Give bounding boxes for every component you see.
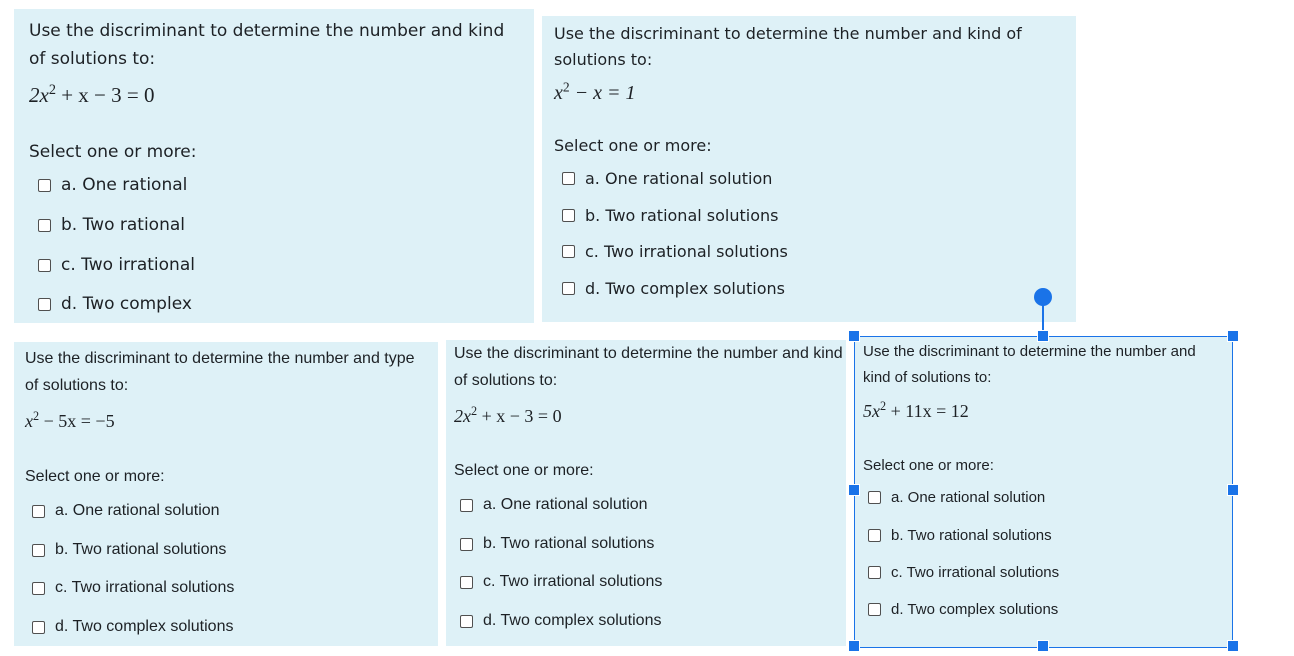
question-prompt: Use the discriminant to determine the number and kind of solutions to: bbox=[454, 345, 843, 389]
checkbox-a[interactable] bbox=[868, 491, 881, 504]
option-c[interactable]: c. Two irrational solutions bbox=[562, 242, 788, 261]
question-card-1[interactable] bbox=[14, 9, 534, 323]
checkbox-c[interactable] bbox=[32, 582, 45, 595]
option-d[interactable]: d. Two complex solutions bbox=[562, 279, 785, 298]
resize-handle-top[interactable] bbox=[1037, 330, 1049, 342]
question-card-4[interactable] bbox=[446, 340, 846, 646]
option-a[interactable]: a. One rational bbox=[38, 175, 187, 195]
checkbox-a[interactable] bbox=[38, 179, 51, 192]
checkbox-c[interactable] bbox=[562, 245, 575, 258]
checkbox-d[interactable] bbox=[38, 298, 51, 311]
checkbox-b[interactable] bbox=[32, 544, 45, 557]
option-c[interactable]: c. Two irrational solutions bbox=[32, 579, 234, 597]
option-b[interactable]: b. Two rational bbox=[38, 215, 185, 235]
option-c[interactable]: c. Two irrational bbox=[38, 255, 195, 275]
checkbox-d[interactable] bbox=[562, 282, 575, 295]
checkbox-a[interactable] bbox=[460, 499, 473, 512]
equation: $5x^2 + 11x = 12$ bbox=[863, 399, 969, 421]
checkbox-b[interactable] bbox=[460, 538, 473, 551]
checkbox-b[interactable] bbox=[562, 209, 575, 222]
select-label: Select one or more: bbox=[29, 142, 197, 162]
option-a[interactable]: a. One rational solution bbox=[868, 489, 1045, 506]
question-card-5[interactable] bbox=[855, 337, 1232, 647]
option-b[interactable]: b. Two rational solutions bbox=[562, 206, 778, 225]
checkbox-a[interactable] bbox=[562, 172, 575, 185]
equation: $x^2 - x = 1$ bbox=[554, 79, 636, 104]
select-label: Select one or more: bbox=[554, 136, 712, 155]
option-d[interactable]: d. Two complex solutions bbox=[460, 612, 661, 630]
option-d[interactable]: d. Two complex solutions bbox=[32, 618, 233, 636]
question-prompt: Use the discriminant to determine the number and kind of solutions to: bbox=[554, 24, 1022, 69]
checkbox-b[interactable] bbox=[38, 219, 51, 232]
option-c[interactable]: c. Two irrational solutions bbox=[868, 564, 1059, 581]
equation: $2x^2 + x - 3 = 0$ bbox=[29, 82, 155, 107]
select-label: Select one or more: bbox=[25, 468, 165, 485]
resize-handle-left[interactable] bbox=[848, 484, 860, 496]
question-prompt: Use the discriminant to determine the number and kind of solutions to: bbox=[29, 21, 505, 69]
checkbox-a[interactable] bbox=[32, 505, 45, 518]
equation: $2x^2 + x - 3 = 0$ bbox=[454, 404, 562, 426]
option-a[interactable]: a. One rational solution bbox=[460, 496, 648, 514]
question-prompt: Use the discriminant to determine the number and type of solutions to: bbox=[25, 350, 415, 394]
resize-handle-bottom-right[interactable] bbox=[1227, 640, 1239, 652]
equation: $x^2 - 5x = -5$ bbox=[25, 409, 115, 431]
question-card-3[interactable] bbox=[14, 342, 438, 646]
option-b[interactable]: b. Two rational solutions bbox=[868, 527, 1052, 544]
checkbox-d[interactable] bbox=[460, 615, 473, 628]
option-b[interactable]: b. Two rational solutions bbox=[32, 541, 226, 559]
resize-handle-right[interactable] bbox=[1227, 484, 1239, 496]
option-c[interactable]: c. Two irrational solutions bbox=[460, 573, 662, 591]
select-label: Select one or more: bbox=[863, 457, 994, 474]
rotate-handle-icon[interactable] bbox=[1034, 288, 1052, 306]
option-b[interactable]: b. Two rational solutions bbox=[460, 535, 654, 553]
option-a[interactable]: a. One rational solution bbox=[562, 169, 772, 188]
checkbox-b[interactable] bbox=[868, 529, 881, 542]
select-label: Select one or more: bbox=[454, 462, 594, 479]
option-d[interactable]: d. Two complex solutions bbox=[868, 601, 1058, 618]
checkbox-c[interactable] bbox=[460, 576, 473, 589]
checkbox-c[interactable] bbox=[38, 259, 51, 272]
resize-handle-bottom-left[interactable] bbox=[848, 640, 860, 652]
question-prompt: Use the discriminant to determine the number and kind of solutions to: bbox=[863, 343, 1196, 386]
resize-handle-top-right[interactable] bbox=[1227, 330, 1239, 342]
resize-handle-top-left[interactable] bbox=[848, 330, 860, 342]
checkbox-d[interactable] bbox=[868, 603, 881, 616]
checkbox-c[interactable] bbox=[868, 566, 881, 579]
question-card-2[interactable] bbox=[542, 16, 1076, 322]
checkbox-d[interactable] bbox=[32, 621, 45, 634]
option-d[interactable]: d. Two complex bbox=[38, 294, 192, 314]
option-a[interactable]: a. One rational solution bbox=[32, 502, 220, 520]
resize-handle-bottom[interactable] bbox=[1037, 640, 1049, 652]
